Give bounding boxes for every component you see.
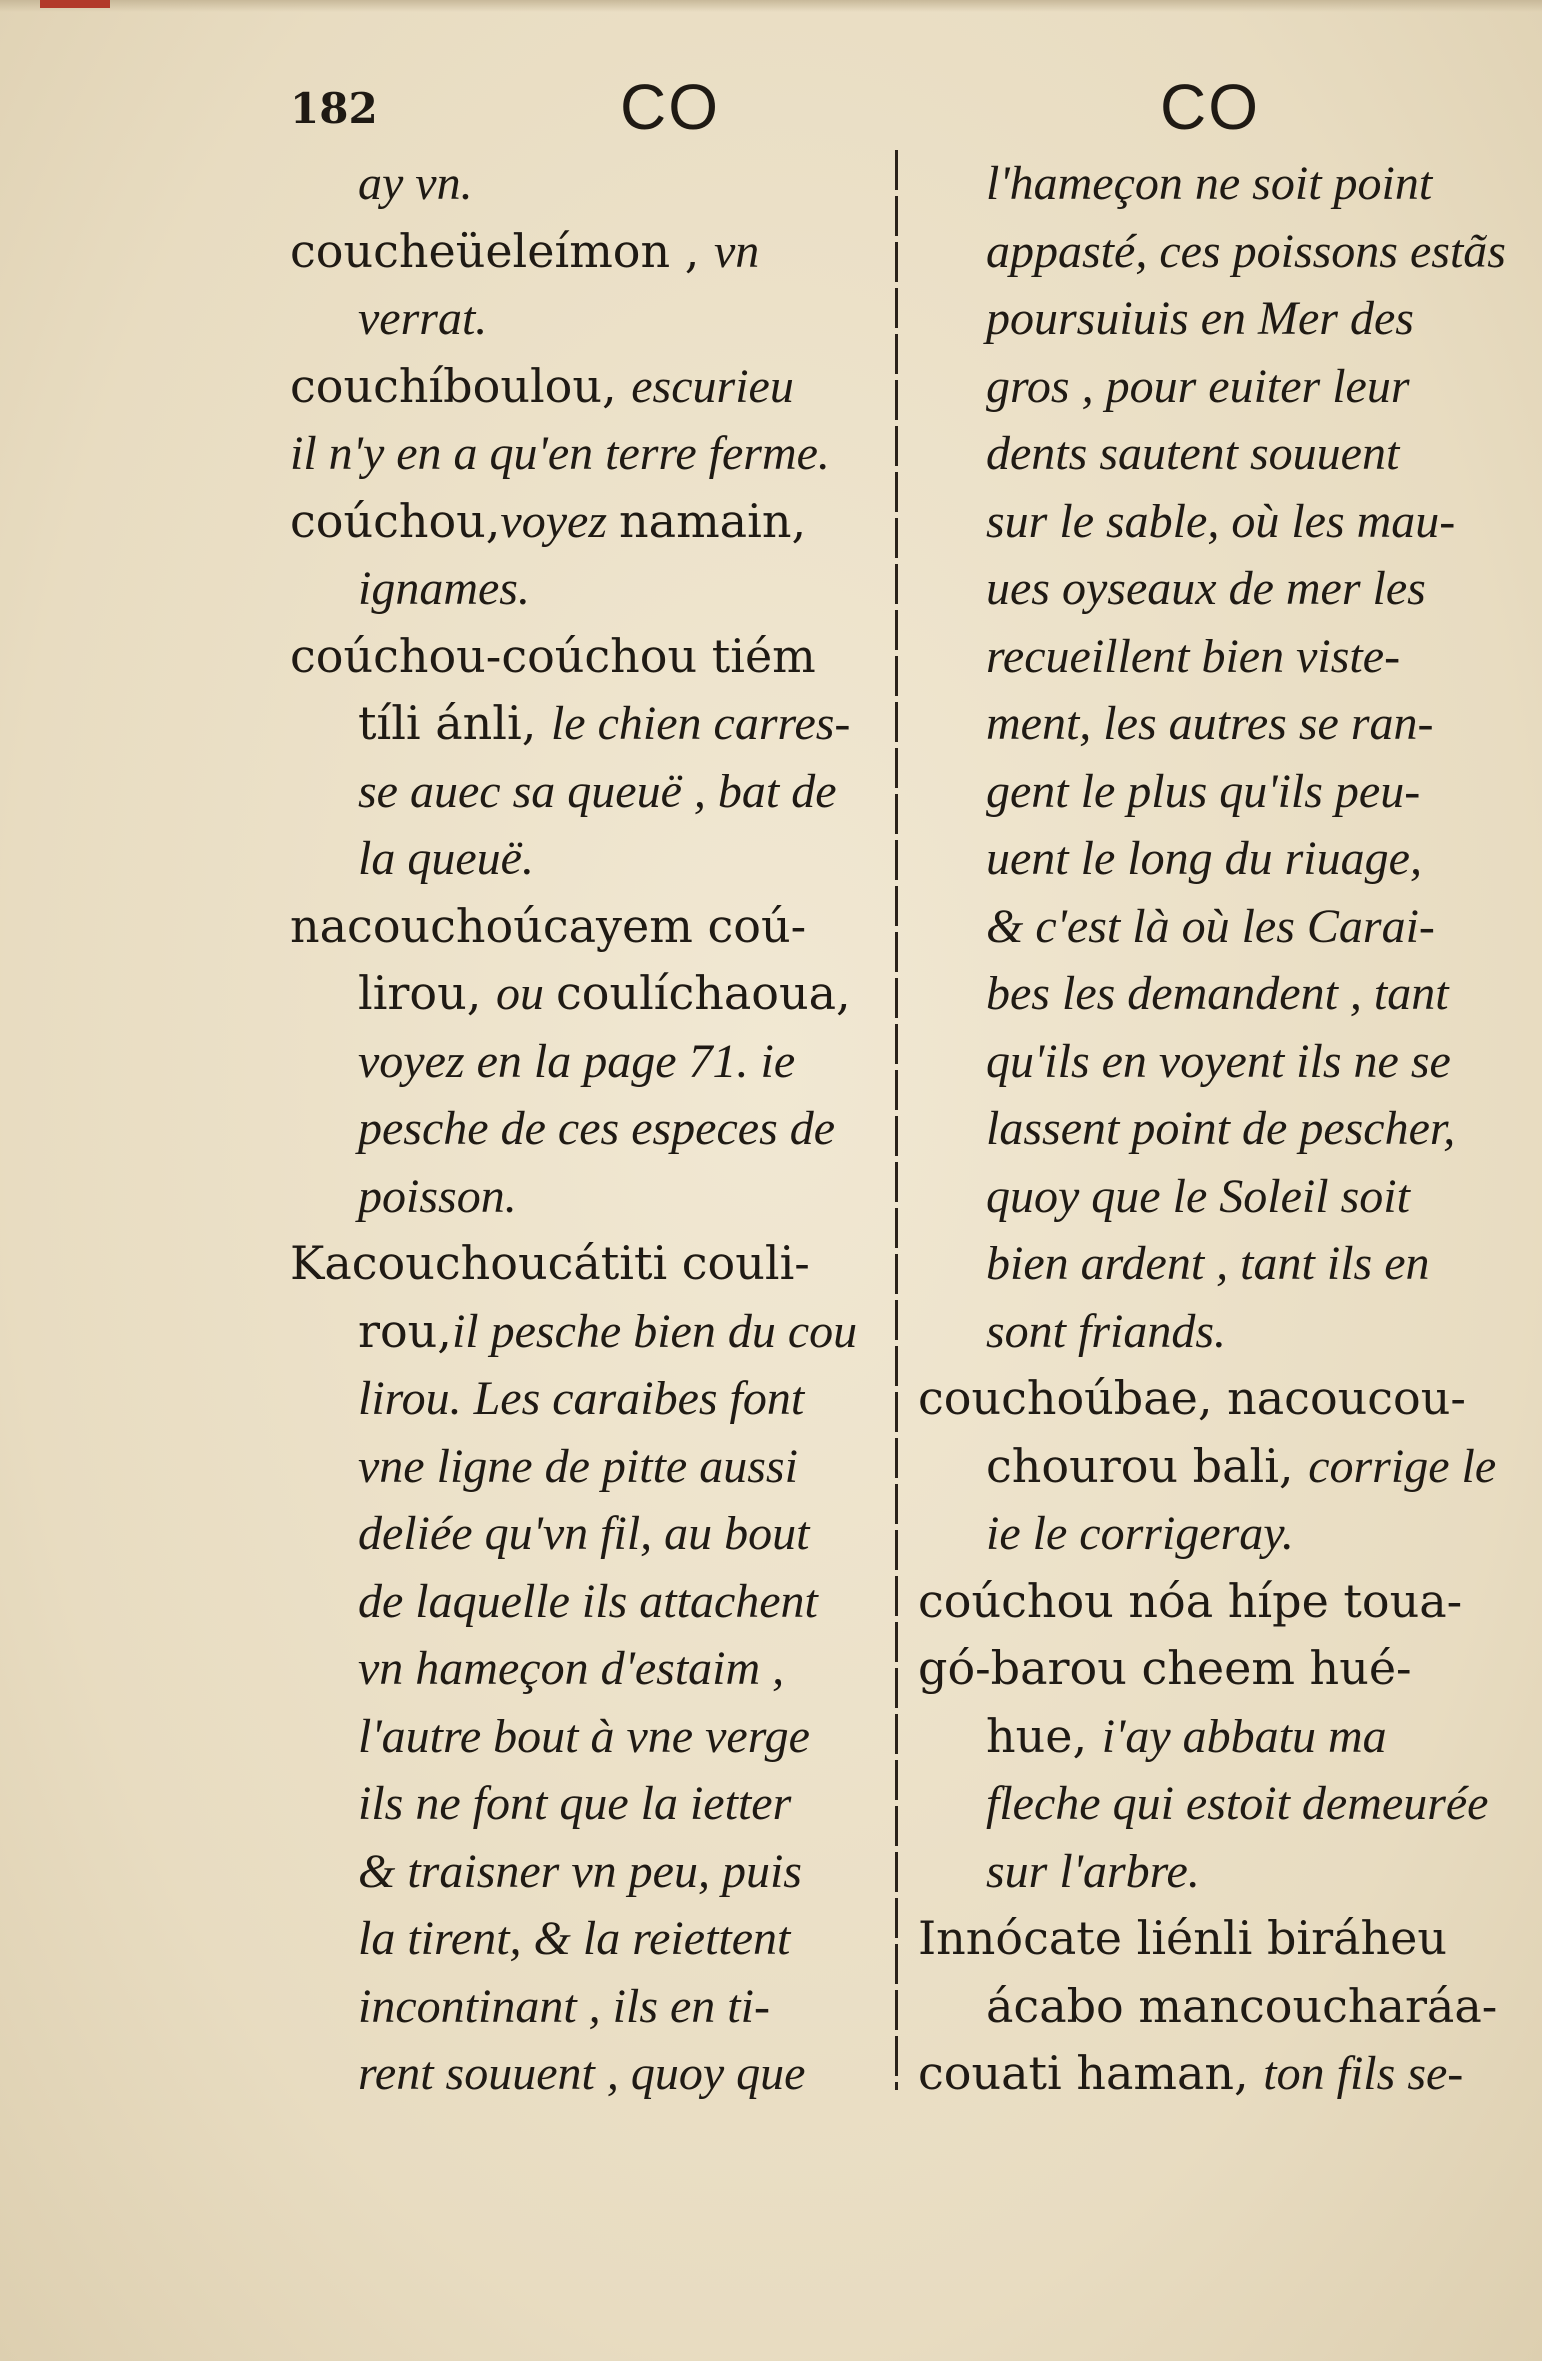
italic-text: pesche de ces especes de [358,1102,836,1155]
italic-text: vn [714,224,760,278]
italic-text: rent souuent , quoy que [358,2047,806,2100]
text-line [290,1838,880,1906]
italic-text: ignames. [358,562,530,615]
italic-text: quoy que le Soleil soit [986,1169,1410,1223]
italic-text: ie le corrigeray. [986,1507,1294,1560]
headword-text: coúchou nóa hípe toua- [918,1573,1463,1628]
text-line [918,150,1508,218]
italic-text: ils ne font que la ietter [358,1777,792,1830]
italic-text: lassent point de pescher, [986,1102,1456,1155]
text-line [918,1028,1508,1096]
italic-text: recueillent bien viste- [986,629,1401,683]
text-line [290,825,880,893]
text-line [918,420,1508,488]
italic-text: ou [495,967,556,1020]
text-line [918,623,1508,691]
text-line [918,1365,1508,1433]
italic-text: bes les demandent , tant [986,967,1449,1020]
headword-text: coúchou-coúchou tiém [290,628,816,683]
italic-text: la tirent, & la reiettent [358,1912,791,1965]
italic-text: fleche qui estoit demeurée [986,1777,1489,1830]
headword-text: couati haman, [918,2046,1264,2100]
italic-text: bien ardent , tant ils en [986,1237,1430,1290]
text-line [290,218,880,286]
italic-text: vn hameçon d'estaim , [358,1642,785,1695]
italic-text: l'hameçon ne soit point [986,157,1433,210]
text-line [290,1905,880,1973]
italic-text: poisson. [358,1169,517,1223]
italic-text: la queuë. [358,832,534,885]
headword-text: hue, [986,1708,1102,1763]
text-line [290,623,880,691]
italic-text: voyez en la page 71. ie [358,1034,796,1088]
text-line [290,893,880,961]
text-line [290,1500,880,1568]
text-line [290,555,880,623]
headword-text: Innócate liénli biráheu [918,1911,1447,1965]
italic-text: ton fils se- [1263,2047,1464,2100]
headword-text: Kacouchoucátiti couli- [290,1236,810,1290]
italic-text: appasté, ces poissons estãs [986,224,1506,278]
headword-text: tíli ánli, [358,696,551,750]
text-line [918,690,1508,758]
headword-text: chourou bali, [986,1438,1309,1493]
italic-text: ay vn. [358,157,473,210]
italic-text: sur le sable, où les mau- [986,494,1456,548]
text-line [918,285,1508,353]
text-line [918,218,1508,286]
italic-text: ment, les autres se ran- [986,697,1434,750]
text-line [290,1568,880,1636]
text-line [290,2040,880,2108]
text-line [290,1298,880,1366]
headword-text: lirou, [358,966,496,1020]
text-line [918,353,1508,421]
italic-text: il n'y en a qu'en terre ferme. [290,427,830,480]
text-line [918,1298,1508,1366]
text-line [290,1635,880,1703]
text-line [918,488,1508,556]
text-line [918,1095,1508,1163]
column-divider [895,150,898,2090]
text-line [918,1973,1508,2041]
italic-text: le chien carres- [550,697,851,750]
text-line [290,150,880,218]
text-line [290,353,880,421]
headword-text: nacouchoúcayem coú- [290,898,807,953]
italic-text: sont friands. [986,1304,1227,1358]
italic-text: ues oyseaux de mer les [986,562,1426,615]
text-line [918,960,1508,1028]
text-line [918,555,1508,623]
italic-text: il pesche bien du cou [451,1304,858,1358]
page-top-edge [0,0,1542,12]
text-line [918,1703,1508,1771]
text-line [290,1973,880,2041]
italic-text: & traisner vn peu, puis [358,1844,802,1898]
italic-text: voyez [500,494,620,548]
italic-text: dents sautent souuent [986,427,1400,480]
italic-text: poursuiuis en Mer des [986,292,1414,345]
headword-text: couchíboulou, [290,358,632,413]
text-line [290,758,880,826]
headword-text: coucheüeleímon , [290,223,714,278]
text-line [918,893,1508,961]
text-line [918,1838,1508,1906]
left-column [290,150,880,2100]
text-line [918,1635,1508,1703]
italic-text: sur l'arbre. [986,1844,1200,1898]
text-line [918,758,1508,826]
text-line [290,960,880,1028]
italic-text: se auec sa queuë , bat de [358,764,837,818]
text-line [290,1703,880,1771]
text-line [290,1770,880,1838]
italic-text: & c'est là où les Carai- [986,899,1435,953]
italic-text: escurieu [631,359,794,413]
italic-text: uent le long du riuage, [986,832,1422,885]
headword-text: rou, [358,1303,452,1358]
headword-text: gó-barou cheem hué- [918,1641,1412,1695]
text-line [918,1230,1508,1298]
text-line [290,285,880,353]
running-header [290,70,1520,150]
text-line [290,1433,880,1501]
italic-text: l'autre bout à vne verge [358,1709,810,1763]
text-line [290,690,880,758]
italic-text: corrige le [1308,1439,1497,1493]
right-guide-word: CO [1160,71,1260,143]
italic-text: lirou. Les caraibes font [358,1372,805,1425]
italic-text: verrat. [358,292,488,345]
red-edge-mark [40,0,110,8]
text-line [918,1163,1508,1231]
text-line [918,1500,1508,1568]
text-line [290,420,880,488]
headword-text: namain, [619,493,807,548]
text-line [290,1230,880,1298]
headword-text: coulíchaoua, [555,966,851,1020]
text-line [918,1568,1508,1636]
left-guide-word: CO [620,71,720,143]
text-line [290,1365,880,1433]
text-line [918,1770,1508,1838]
text-line [918,1905,1508,1973]
headword-text: ácabo mancoucharáa- [986,1978,1498,2033]
text-line [290,1095,880,1163]
italic-text: gros , pour euiter leur [986,359,1410,413]
text-line [918,825,1508,893]
text-line [918,2040,1508,2108]
italic-text: i'ay abbatu ma [1101,1709,1387,1763]
text-line [290,1163,880,1231]
italic-text: incontinant , ils en ti- [358,1979,770,2033]
italic-text: deliée qu'vn fil, au bout [358,1507,810,1560]
text-line [290,1028,880,1096]
right-column [918,150,1508,2100]
headword-text: coúchou, [290,493,501,548]
text-line [290,488,880,556]
italic-text: gent le plus qu'ils peu- [986,764,1421,818]
text-line [918,1433,1508,1501]
italic-text: vne ligne de pitte aussi [358,1439,798,1493]
headword-text: couchoúbae, nacoucou- [918,1371,1466,1425]
italic-text: de laquelle ils attachent [358,1574,818,1628]
page-number: 182 [290,84,378,133]
italic-text: qu'ils en voyent ils ne se [986,1034,1451,1088]
